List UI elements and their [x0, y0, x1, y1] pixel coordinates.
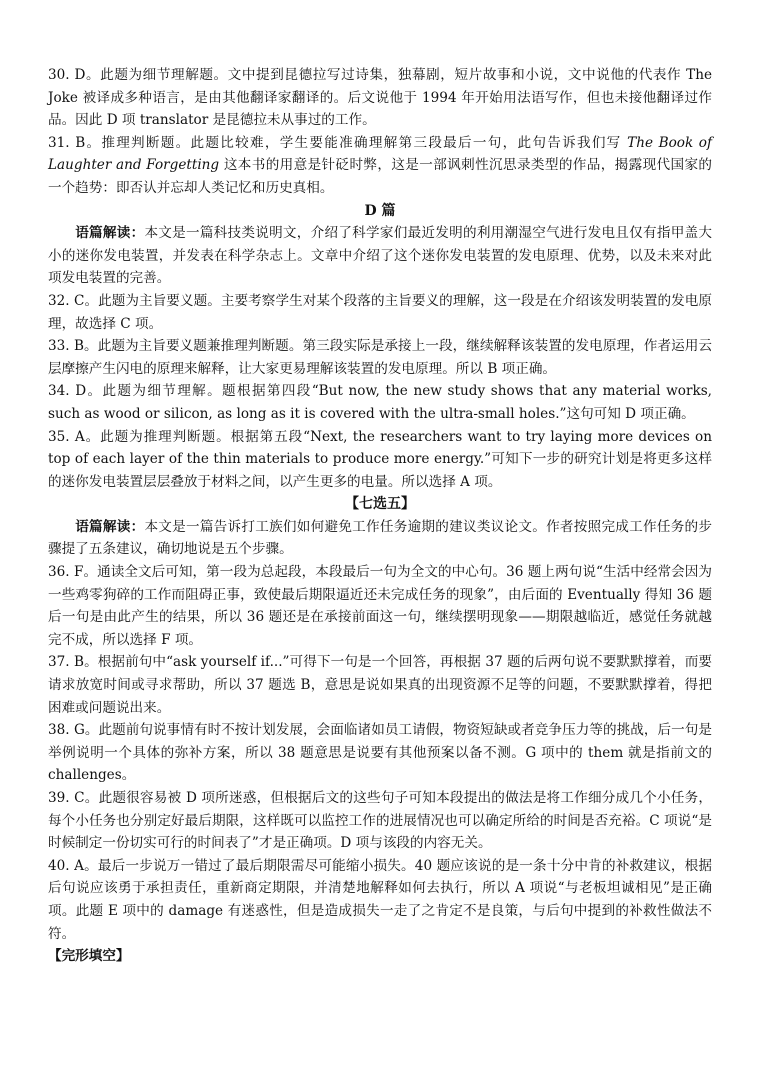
answer-33: 33. B。此题为主旨要义题兼推理判断题。第三段实际是承接上一段，继续解释该装置的发电原理，作者运用云层摩擦产生闪电的原理来解释，让大家更易理解该装置的发电原理。所以 B 项正确。 — [48, 338, 712, 377]
intro-label: 语篇解读： — [75, 225, 145, 242]
section-d-heading: D 篇 — [364, 202, 396, 219]
answer-40: 40. A。最后一步说万一错过了最后期限需尽可能缩小损失。40 题应该说的是一条十分中肯的补救建议，根据后句说应该勇于承担责任，重新商定期限，并清楚地解释如何去执行，所以 A 项说“与老板坦诚相见”是正确项。此题 E 项中的 damage 有迷惑性，但是造成损失一走了之肯定不是良策，与后句中提到的补救性做法不符。 — [48, 857, 712, 942]
answer-30: 30. D。此题为细节理解题。文中提到昆德拉写过诗集，独幕剧，短片故事和小说，文中说他的代表作 The Joke 被译成多种语言，是由其他翻译家翻译的。后文说他于 1994 年开始用法语写作，但也未接他翻译过作品。因此 D 项 translator 是昆德拉未从事过的工作。 — [48, 67, 712, 129]
intro-text: 本文是一篇告诉打工族们如何避免工作任务逾期的建议类议论文。作者按照完成工作任务的步骤提了五条建议，确切地说是五个步骤。 — [48, 518, 713, 558]
answer-39: 39. C。此题很容易被 D 项所迷惑，但根据后文的这些句子可知本段提出的做法是将工作细分成几个小任务，每个小任务也分别定好最后期限，这样既可以监控工作的进展情况也可以确定所给的时间是否充裕。C 项说“是时候制定一份切实可行的时间表了”才是正确项。D 项与该段的内容无关。 — [48, 790, 712, 852]
answer-35: 35. A。此题为推理判断题。根据第五段“Next, the researchers want to try laying more devices on top of each layer of the thin materials to produce more energy.”可知下一步的研究计划是将更多这样的迷你发电装置层层叠放于材料之间，以产生更多的电量。所以选择 A 项。 — [48, 428, 712, 490]
answer-36: 36. F。通读全文后可知，第一段为总起段，本段最后一句为全文的中心句。36 题上两句说“生活中经常会因为一些鸡零狗碎的工作而阻碍正事，致使最后期限逼近还未完成任务的现象”，由后面的 Eventually 得知 36 题后一句是由此产生的结果，所以 36 题还是在承接前面这一句，继续摆明现象——期限越临近，感觉任务就越完不成，所以选择 F 项。 — [48, 564, 712, 648]
answer-32: 32. C。此题为主旨要义题。主要考察学生对某个段落的主旨要义的理解，这一段是在介绍该发明装置的发电原理，故选择 C 项。 — [48, 292, 712, 332]
section-d-intro — [48, 222, 712, 290]
seven-choose-five-heading: 【七选五】 — [345, 496, 415, 513]
seven-choose-five-intro — [48, 516, 712, 561]
book-title: The Book of Laughter and Forgetting — [48, 134, 712, 174]
intro-label: 语篇解读： — [75, 518, 145, 535]
answer-34: 34. D。此题为细节理解。题根据第四段“But now, the new study shows that any material works, such as wood or silicon, as long as it is covered with the ultra-small holes.”这句可知 D 项正确。 — [48, 383, 712, 422]
answer-31-part2: 这本书的用意是针砭时弊，这是一部讽刺性沉思录类型的作品，揭露现代国家的一个趋势：即否认并忘却人类记忆和历史真相。 — [48, 157, 712, 196]
answer-31-part1: 31. B。推理判断题。此题比较难，学生要能准确理解第三段最后一句，此句告诉我们写 — [48, 134, 628, 151]
intro-text: 本文是一篇科技类说明文，介绍了科学家们最近发明的利用潮湿空气进行发电且仅有指甲盖大小的迷你发电装置，并发表在科学杂志上。文章中介绍了这个迷你发电装置的发电原理、优势，以及未来对此项发电装置的完善。 — [48, 225, 713, 287]
answer-38: 38. G。此题前句说事情有时不按计划发展，会面临诸如员工请假，物资短缺或者竞争压力等的挑战，后一句是举例说明一个具体的弥补方案，所以 38 题意思是说要有其他预案以备不测。G 项中的 them 就是指前文的 challenges。 — [48, 722, 712, 784]
answer-31 — [48, 132, 712, 200]
cloze-heading: 【完形填空】 — [48, 948, 130, 965]
answer-37: 37. B。根据前句中“ask yourself if...”可得下一句是一个回答，再根据 37 题的后两句说不要默默撑着，而要请求放宽时间或寻求帮助，所以 37 题选 B，意思是说如果真的出现资源不足等的问题，不要默默撑着，得把困难或问题说出来。 — [48, 654, 712, 716]
